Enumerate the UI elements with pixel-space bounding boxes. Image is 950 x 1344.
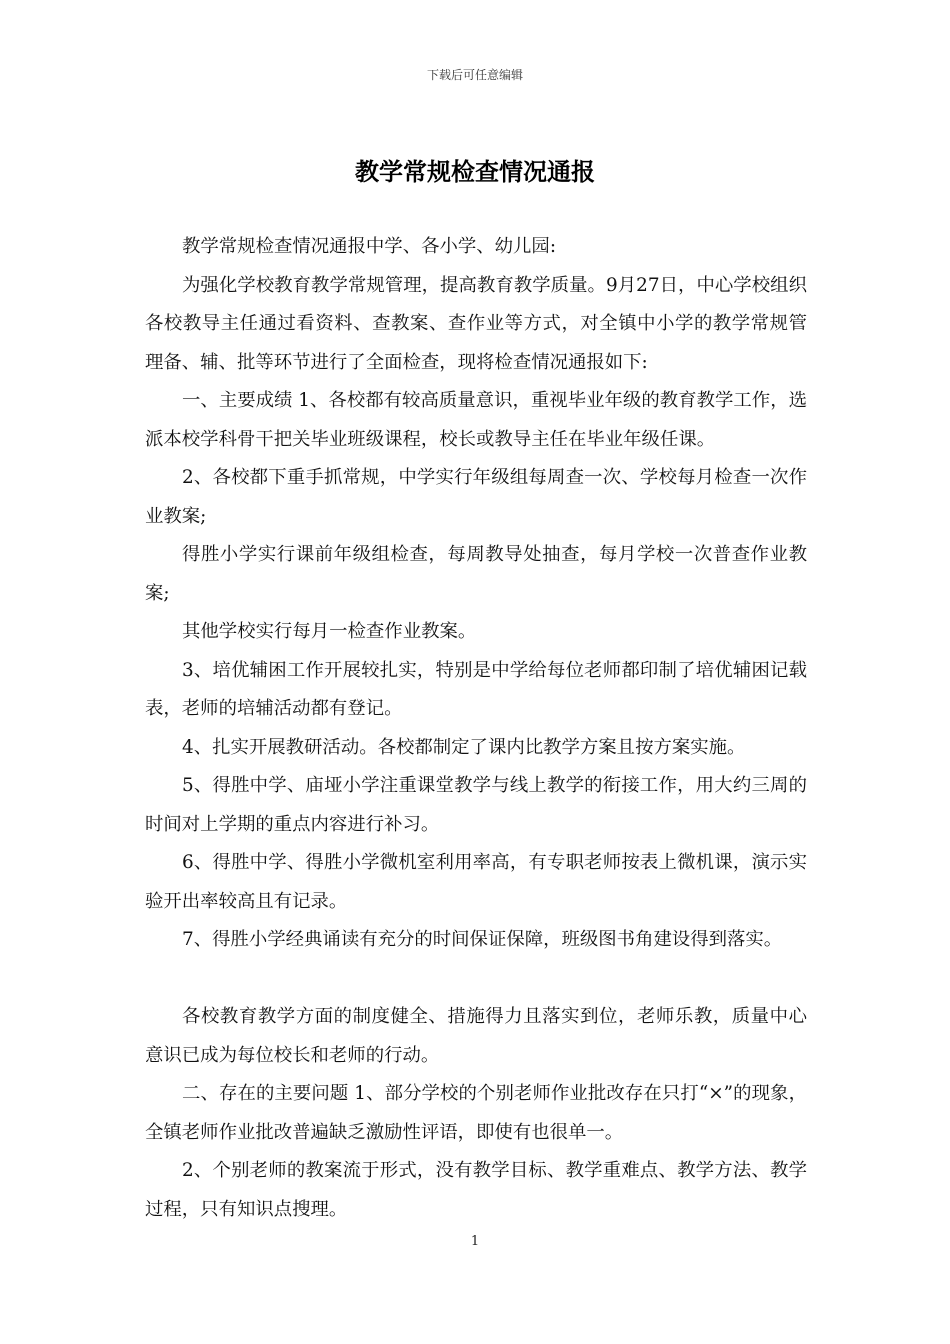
achievement-paragraph-2: 2、各校都下重手抓常规，中学实行年级组每周查一次、学校每月检查一次作业教案; bbox=[145, 467, 807, 527]
achievement-paragraph-2b: 得胜小学实行课前年级组检查，每周教导处抽查，每月学校一次普查作业教案; bbox=[145, 544, 807, 604]
achievement-paragraph-1: 一、主要成绩 1、各校都有较高质量意识，重视毕业年级的教育教学工作，选派本校学科骨干把关毕业班级课程，校长或教导主任在毕业年级任课。 bbox=[145, 390, 807, 450]
problem-paragraph-2: 2、个别老师的教案流于形式，没有教学目标、教学重难点、教学方法、教学过程，只有知识点搜理。 bbox=[145, 1160, 807, 1220]
achievement-paragraph-7: 7、得胜小学经典诵读有充分的时间保证保障，班级图书角建设得到落实。 bbox=[182, 929, 783, 950]
achievement-paragraph-3: 3、培优辅困工作开展较扎实，特别是中学给每位老师都印制了培优辅困记载表，老师的培辅活动都有登记。 bbox=[145, 659, 807, 719]
page-header-note: 下载后可任意编辑 bbox=[426, 68, 523, 82]
achievement-paragraph-5: 5、得胜中学、庙垭小学注重课堂教学与线上教学的衔接工作，用大约三周的时间对上学期的重点内容进行补习。 bbox=[145, 775, 807, 835]
document-title: 教学常规检查情况通报 bbox=[355, 158, 595, 186]
summary-paragraph: 各校教育教学方面的制度健全、措施得力且落实到位，老师乐教，质量中心意识已成为每位校长和老师的行动。 bbox=[145, 1006, 807, 1066]
page-number: 1 bbox=[470, 1234, 480, 1249]
problem-paragraph-1: 二、存在的主要问题 1、部分学校的个别老师作业批改存在只打“×”的现象，全镇老师作业批改普遍缺乏激励性评语，即使有也很单一。 bbox=[145, 1083, 807, 1143]
intro-paragraph: 为强化学校教育教学常规管理，提高教育教学质量。9月27日，中心学校组织各校教导主任通过看资料、查教案、查作业等方式，对全镇中小学的教学常规管理备、辅、批等环节进行了全面检查，现将检查情况通报如下: bbox=[145, 274, 807, 373]
salutation-paragraph: 教学常规检查情况通报中学、各小学、幼儿园: bbox=[182, 236, 557, 257]
document-body bbox=[145, 228, 807, 1229]
achievement-paragraph-6: 6、得胜中学、得胜小学微机室利用率高，有专职老师按表上微机课，演示实验开出率较高且有记录。 bbox=[145, 852, 807, 912]
achievement-paragraph-4: 4、扎实开展教研活动。各校都制定了课内比教学方案且按方案实施。 bbox=[182, 736, 746, 758]
achievement-paragraph-2c: 其他学校实行每月一检查作业教案。 bbox=[182, 621, 477, 642]
paragraph-spacer bbox=[145, 960, 807, 999]
